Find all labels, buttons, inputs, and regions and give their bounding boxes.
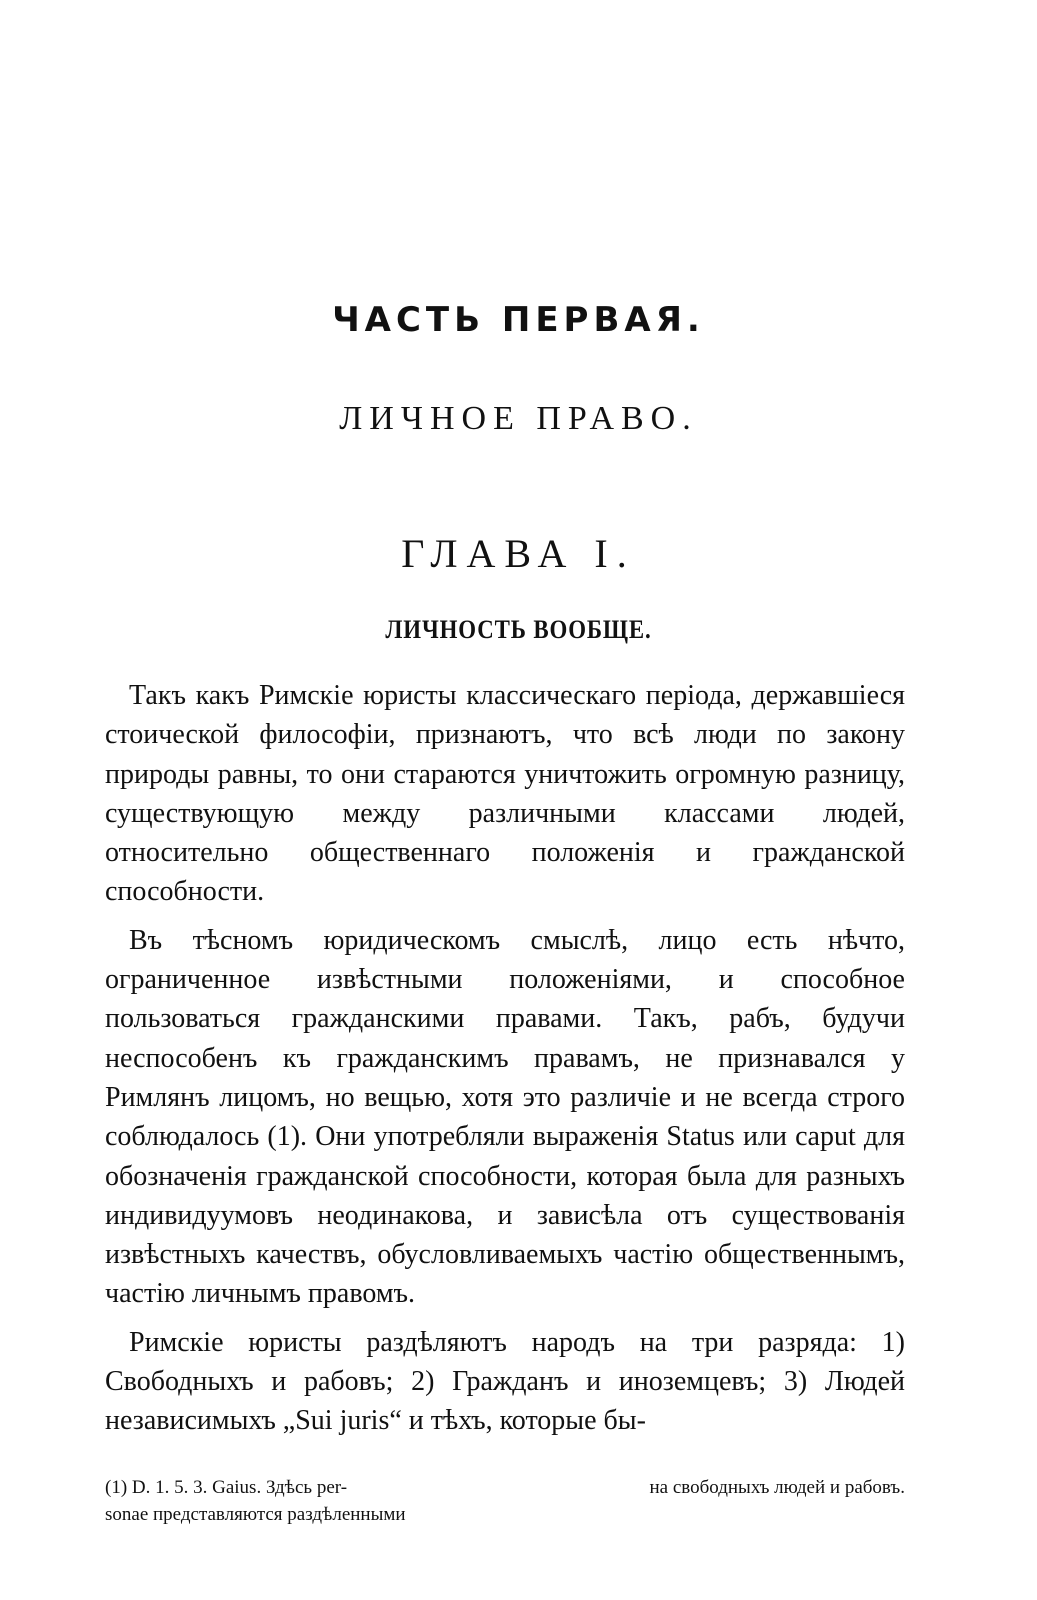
footnote-line-2 [105, 1501, 905, 1528]
paragraph-3: Римскіе юристы раздѣляютъ народъ на три разряда: 1) Свободныхъ и рабовъ; 2) Гражданъ и иноземцевъ; 3) Людей независимыхъ „Sui juris“ и тѣхъ, которые бы- [105, 1326, 905, 1437]
section-title: ЛИЧНОЕ ПРАВО. [339, 400, 698, 437]
paragraph-2: Въ тѣсномъ юридическомъ смыслѣ, лицо есть нѣчто, ограниченное извѣстными положеніями, и способное пользоваться гражданскими правами. Такъ, рабъ, будучи неспособенъ къ гражданскимъ правамъ, не признавался у Римлянъ лицомъ, но вещью, хотя это различіе и не всегда строго соблюдалось (1). Они употребляли выраженія Status или caput для обозначенія гражданской способности, которая была для разныхъ индивидуумовъ неодинакова, и зависѣла отъ существованія извѣстныхъ качествъ, обусловливаемыхъ частію общественнымъ, частію личнымъ правомъ. [105, 924, 905, 1310]
chapter-title: ГЛАВА I. [401, 531, 636, 576]
footnote-line-2-text: sonae представляются раздѣленными [105, 1504, 406, 1525]
part-title: ЧАСТЬ ПЕРВАЯ. [332, 300, 705, 340]
footnote-line-1-left: (1) D. 1. 5. 3. Gaius. Здѣсь per- [105, 1477, 348, 1498]
footnote [105, 1474, 905, 1528]
footnote-line-1 [105, 1474, 905, 1501]
body-text [105, 676, 905, 1441]
paragraph-1: Такъ какъ Римскіе юристы классическаго періода, державшіеся стоической философіи, признаютъ, что всѣ люди по закону природы равны, то они стараются уничтожить огромную разницу, существующую между различными классами людей, относительно общественнаго положенія и гражданской способности. [105, 680, 905, 908]
chapter-subtitle: ЛИЧНОСТЬ ВООБЩЕ. [385, 615, 652, 644]
footnote-line-1-right: на свободныхъ людей и рабовъ. [649, 1477, 905, 1498]
